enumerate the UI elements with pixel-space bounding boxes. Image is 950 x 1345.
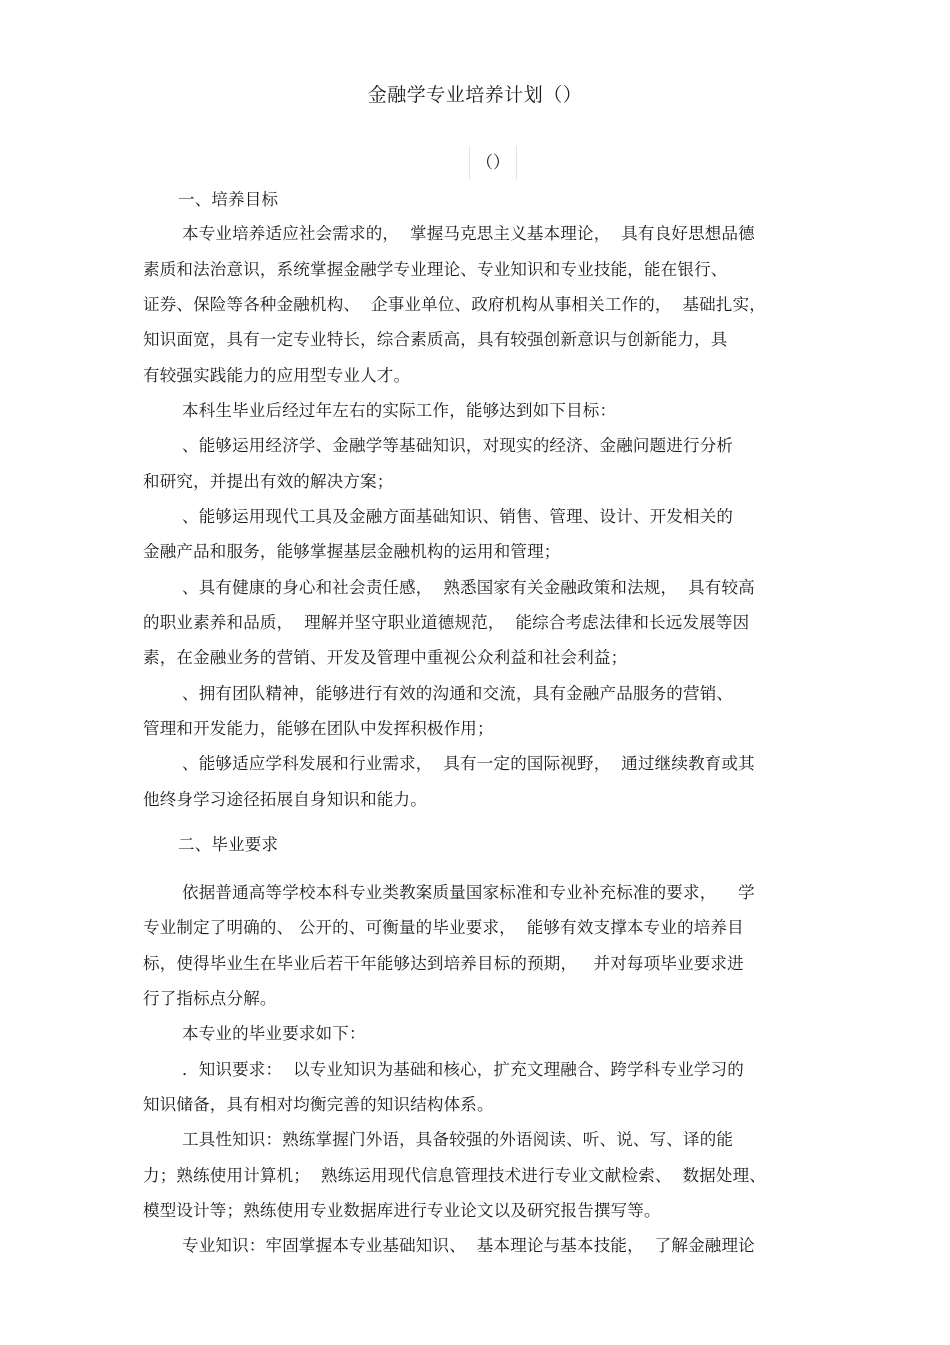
paragraph-line: 依据普通高等学校本科专业类教案质量国家标准和专业补充标准的要求， 学 xyxy=(182,883,755,902)
list-item-line: ．知识要求： 以专业知识为基础和核心，扩充文理融合、跨学科专业学习的 xyxy=(182,1060,744,1079)
list-item-line: 素，在金融业务的营销、开发及管理中重视公众利益和社会利益； xyxy=(143,648,628,667)
list-item-line: 、能够适应学科发展和行业需求， 具有一定的国际视野， 通过继续教育或其 xyxy=(182,754,755,773)
paragraph-line: 本科生毕业后经过年左右的实际工作，能够达到如下目标： xyxy=(182,401,617,420)
paragraph-line: 知识面宽，具有一定专业特长，综合素质高，具有较强创新意识与创新能力，具 xyxy=(143,330,728,349)
list-item-line: 知识储备，具有相对均衡完善的知识结构体系。 xyxy=(143,1095,494,1114)
list-item-line: 管理和开发能力，能够在团队中发挥积极作用； xyxy=(143,719,494,738)
list-item-line: 、具有健康的身心和社会责任感， 熟悉国家有关金融政策和法规， 具有较高 xyxy=(182,578,755,597)
document-subtitle: （） xyxy=(469,146,517,180)
paragraph-line: 标，使得毕业生在毕业后若干年能够达到培养目标的预期， 并对每项毕业要求进 xyxy=(143,954,744,973)
list-item-line: 、能够运用现代工具及金融方面基础知识、销售、管理、设计、开发相关的 xyxy=(182,507,734,526)
document-title: 金融学专业培养计划（） xyxy=(367,84,583,106)
paragraph-line: 模型设计等；熟练使用专业数据库进行专业论文以及研究报告撰写等。 xyxy=(143,1201,661,1220)
paragraph-line: 本专业的毕业要求如下： xyxy=(182,1024,366,1043)
list-item-line: 的职业素养和品质， 理解并坚守职业道德规范， 能综合考虑法律和长远发展等因 xyxy=(143,613,750,632)
paragraph-line: 专业知识：牢固掌握本专业基础知识、 基本理论与基本技能， 了解金融理论 xyxy=(182,1236,755,1255)
list-item-line: 和研究，并提出有效的解决方案； xyxy=(143,472,394,491)
paragraph-line: 有较强实践能力的应用型专业人才。 xyxy=(143,366,411,385)
paragraph-line: 力；熟练使用计算机； 熟练运用现代信息管理技术进行专业文献检索、 数据处理、 xyxy=(143,1166,766,1185)
paragraph-line: 工具性知识：熟练掌握门外语，具备较强的外语阅读、听、说、写、译的能 xyxy=(182,1130,734,1149)
section-heading: 二、毕业要求 xyxy=(178,835,279,854)
paragraph-line: 本专业培养适应社会需求的， 掌握马克思主义基本理论， 具有良好思想品德 xyxy=(182,224,755,243)
paragraph-line: 证券、保险等各种金融机构、 企事业单位、政府机构从事相关工作的， 基础扎实， xyxy=(143,295,766,314)
list-item-line: 他终身学习途径拓展自身知识和能力。 xyxy=(143,790,427,809)
section-heading: 一、培养目标 xyxy=(178,190,279,209)
paragraph-line: 行了指标点分解。 xyxy=(143,989,277,1008)
paragraph-line: 专业制定了明确的、 公开的、可衡量的毕业要求， 能够有效支撑本专业的培养目 xyxy=(143,918,744,937)
list-item-line: 、能够运用经济学、金融学等基础知识，对现实的经济、金融问题进行分析 xyxy=(182,436,734,455)
list-item-line: 、拥有团队精神，能够进行有效的沟通和交流，具有金融产品服务的营销、 xyxy=(182,684,734,703)
list-item-line: 金融产品和服务，能够掌握基层金融机构的运用和管理； xyxy=(143,542,561,561)
paragraph-line: 素质和法治意识，系统掌握金融学专业理论、专业知识和专业技能，能在银行、 xyxy=(143,260,728,279)
